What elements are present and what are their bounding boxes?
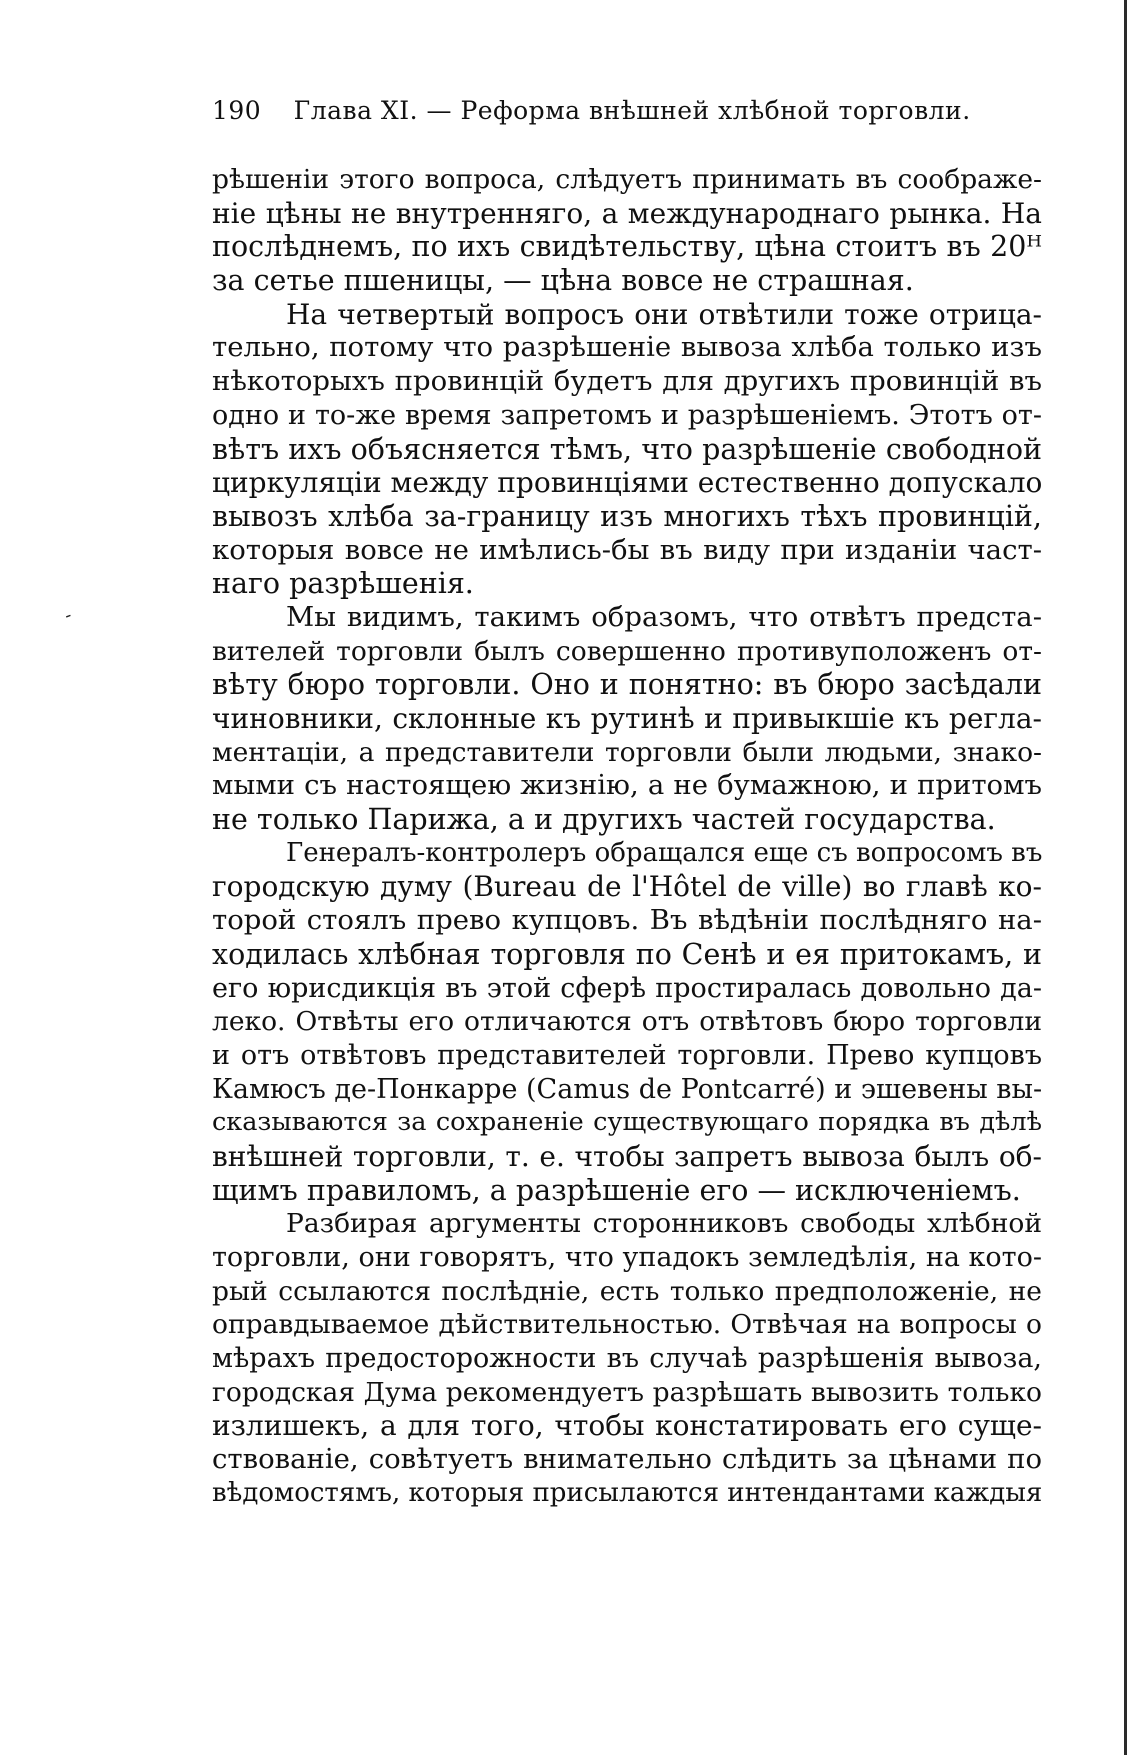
text-line: Мы видимъ, такимъ образомъ, что отвѣтъ предста- bbox=[286, 600, 1042, 633]
page-edge-line bbox=[1124, 0, 1127, 1755]
running-header bbox=[212, 96, 1042, 125]
text-line: городскую думу (Bureau de l'Hôtel de ville) во главѣ ко- bbox=[212, 870, 1042, 904]
text-line: чиновники, склонные къ рутинѣ и привыкшіе къ регла- bbox=[212, 702, 1042, 735]
text-line: за сетье пшеницы, — цѣна вовсе не страшная. bbox=[212, 264, 914, 298]
text-line: вѣдомостямъ, которыя присылаются интендантами каждыя bbox=[212, 1477, 1042, 1508]
text-line: вѣтъ ихъ объясняется тѣмъ, что разрѣшеніе свободной bbox=[212, 432, 1042, 466]
text-line: послѣднемъ, по ихъ свидѣтельству, цѣна стоитъ въ 20ᴴ bbox=[212, 230, 1042, 264]
chapter-title: Глава XI. — Реформа внѣшней хлѣбной торговли. bbox=[293, 96, 971, 125]
text-line: вителей торговли былъ совершенно противуположенъ от- bbox=[212, 635, 1042, 667]
text-line: ментаціи, а представители торговли были людьми, знако- bbox=[212, 736, 1042, 768]
text-line: тельно, потому что разрѣшеніе вывоза хлѣба только изъ bbox=[212, 331, 1042, 364]
text-line: излишекъ, а для того, чтобы констатировать его суще- bbox=[212, 1409, 1042, 1443]
text-line: На четвертый вопросъ они отвѣтили тоже отрица- bbox=[286, 297, 1042, 331]
page-number: 190 bbox=[212, 96, 262, 125]
text-line: мыми съ настоящею жизнію, а не бумажною, и притомъ bbox=[212, 769, 1042, 802]
text-line: не только Парижа, а и другихъ частей государства. bbox=[212, 803, 996, 837]
text-line: ходилась хлѣбная торговля по Сенѣ и ея притокамъ, и bbox=[212, 937, 1042, 971]
text-line: которыя вовсе не имѣлись-бы въ виду при изданіи част- bbox=[212, 533, 1042, 566]
text-line: ніе цѣны не внутренняго, а международнаго рынка. На bbox=[212, 196, 1042, 230]
text-line: оправдываемое дѣйствительностью. Отвѣчая на вопросы о bbox=[212, 1309, 1042, 1341]
text-line: нѣкоторыхъ провинцій будетъ для другихъ провинцій въ bbox=[212, 365, 1042, 398]
text-line: циркуляціи между провинціями естественно допускало bbox=[212, 466, 1042, 500]
text-line: внѣшней торговли, т. е. чтобы запретъ вывоза былъ об- bbox=[212, 1139, 1042, 1173]
text-line: ствованіе, совѣтуетъ внимательно слѣдить за цѣнами по bbox=[212, 1443, 1042, 1476]
text-line: вѣту бюро торговли. Оно и понятно: въ бюро засѣдали bbox=[212, 668, 1042, 702]
text-line: мѣрахъ предосторожности въ случаѣ разрѣшенія вывоза, bbox=[212, 1343, 1042, 1375]
text-line: и отъ отвѣтовъ представителей торговли. Прево купцовъ bbox=[212, 1039, 1042, 1071]
text-line: вывозъ хлѣба за-границу изъ многихъ тѣхъ провинцій, bbox=[212, 499, 1042, 533]
text-line: наго разрѣшенія. bbox=[212, 567, 474, 601]
text-line: Генералъ-контролеръ обращался еще съ вопросомъ въ bbox=[286, 837, 1042, 868]
text-line: щимъ правиломъ, а разрѣшеніе его — исключеніемъ. bbox=[212, 1173, 1021, 1207]
text-line: рый ссылаются послѣдніе, есть только предположеніе, не bbox=[212, 1275, 1042, 1307]
body-text bbox=[212, 163, 1042, 1511]
text-line: торой стоялъ прево купцовъ. Въ вѣдѣніи послѣдняго на- bbox=[212, 904, 1042, 937]
text-line: леко. Отвѣты его отличаются отъ отвѣтовъ бюро торговли bbox=[212, 1006, 1042, 1038]
text-line: Камюсъ де-Понкарре (Camus de Pontcarré) и эшевены вы- bbox=[212, 1073, 1042, 1105]
text-line: его юрисдикція въ этой сферѣ простиралась довольно да- bbox=[212, 972, 1042, 1004]
text-line: торговли, они говорятъ, что упадокъ земледѣлія, на кото- bbox=[212, 1242, 1042, 1273]
text-line: рѣшеніи этого вопроса, слѣдуетъ принимать въ соображе- bbox=[212, 164, 1042, 195]
text-line: Разбирая аргументы сторонниковъ свободы хлѣбной bbox=[286, 1208, 1042, 1240]
text-line: городская Дума рекомендуетъ разрѣшать вывозить только bbox=[212, 1376, 1042, 1408]
text-line: сказываются за сохраненіе существующаго порядка въ дѣлѣ bbox=[212, 1107, 1042, 1138]
margin-mark: - bbox=[61, 604, 75, 627]
text-line: одно и то-же время запретомъ и разрѣшеніемъ. Этотъ от- bbox=[212, 399, 1042, 431]
